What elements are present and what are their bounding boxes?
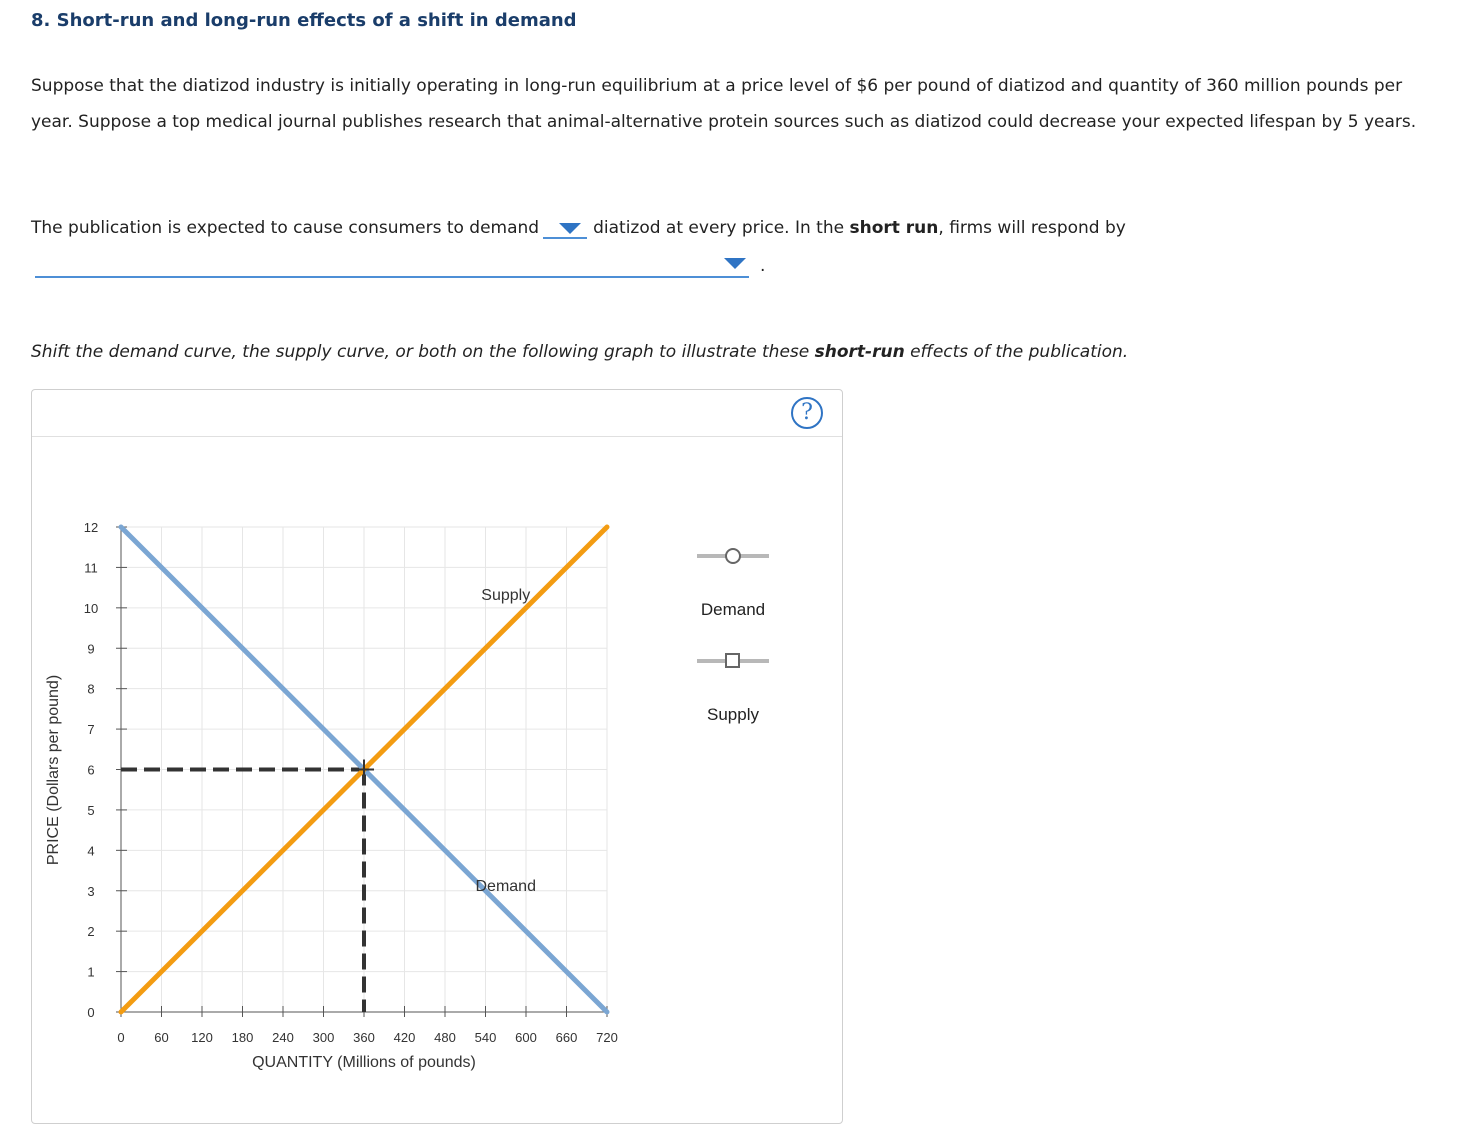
chevron-down-icon[interactable] xyxy=(559,223,581,234)
help-icon[interactable]: ? xyxy=(791,397,823,429)
y-tick-label: 8 xyxy=(87,681,95,697)
y-tick-label: 2 xyxy=(87,924,95,940)
question-text-2: diatizod at every price. In the xyxy=(593,218,845,238)
x-tick-label: 480 xyxy=(434,1030,456,1045)
demand-change-dropdown[interactable] xyxy=(543,217,587,239)
y-tick-label: 12 xyxy=(83,520,99,535)
x-tick-label: 360 xyxy=(353,1030,375,1045)
y-tick-label: 9 xyxy=(87,641,95,657)
x-tick-label: 180 xyxy=(231,1030,254,1045)
x-tick-label: 300 xyxy=(312,1030,335,1045)
y-axis-label: PRICE (Dollars per pound) xyxy=(45,674,62,866)
x-tick-label: 120 xyxy=(191,1030,213,1045)
x-axis-label: QUANTITY (Millions of pounds) xyxy=(252,1054,476,1071)
demand-curve-tool[interactable] xyxy=(697,545,769,567)
supply-tool-label: Supply xyxy=(707,705,759,724)
circle-handle-icon xyxy=(697,545,769,567)
sentence-period: . xyxy=(760,256,766,276)
question-text-1: The publication is expected to cause consumers to demand xyxy=(31,218,540,238)
curve-labels xyxy=(476,587,536,895)
question-bold-text: short run xyxy=(849,218,939,238)
y-tick-label: 4 xyxy=(87,843,95,859)
page-title: 8. Short-run and long-run effects of a shift in demand xyxy=(31,10,577,31)
demand-tool-label: Demand xyxy=(700,600,766,619)
supply-demand-chart[interactable] xyxy=(32,390,842,1123)
x-tick-label: 240 xyxy=(272,1030,294,1045)
y-tick-labels xyxy=(84,520,98,1020)
question-text-3: , firms will respond by xyxy=(938,218,1126,238)
y-tick-label: 11 xyxy=(84,560,98,576)
y-tick-label: 10 xyxy=(83,600,99,616)
y-tick-label: 7 xyxy=(87,722,95,738)
question-line xyxy=(31,216,1126,240)
x-tick-label: 600 xyxy=(515,1030,537,1045)
y-tick-label: 3 xyxy=(87,883,95,899)
intro-paragraph: Suppose that the diatizod industry is initially operating in long-run equilibrium at a price level of $6 per pound of diatizod and quantity of 360 million pounds per year. Suppose a top medical journal publishes research that animal-alternative protein sources such as diatizod could decrease your expected lifespan by 5 years. xyxy=(31,76,1417,132)
supply-curve-tool[interactable] xyxy=(697,650,769,672)
supply-curve-label: Supply xyxy=(481,586,531,604)
x-tick-label: 60 xyxy=(154,1030,169,1045)
chevron-down-icon[interactable] xyxy=(724,258,746,269)
x-tick-label: 420 xyxy=(393,1030,416,1045)
demand-curve-label: Demand xyxy=(475,877,536,895)
x-tick-labels xyxy=(117,1030,617,1045)
square-handle-icon xyxy=(697,650,769,672)
y-tick-label: 1 xyxy=(87,964,95,980)
instruction-text-1: Shift the demand curve, the supply curve, or both on the following graph to illustrate these xyxy=(31,342,810,362)
y-tick-label: 0 xyxy=(87,1005,95,1020)
y-tick-label: 6 xyxy=(87,762,95,778)
instruction-bold-text: short-run xyxy=(814,342,905,362)
firm-response-dropdown[interactable] xyxy=(35,252,749,278)
graph-panel xyxy=(31,389,843,1124)
x-tick-label: 0 xyxy=(117,1030,125,1045)
x-tick-label: 720 xyxy=(596,1030,618,1045)
x-tick-label: 540 xyxy=(474,1030,497,1045)
instruction-text-2: effects of the publication. xyxy=(910,342,1129,362)
y-tick-label: 5 xyxy=(87,802,95,818)
x-tick-label: 660 xyxy=(555,1030,578,1045)
graph-instructions xyxy=(31,342,1128,362)
